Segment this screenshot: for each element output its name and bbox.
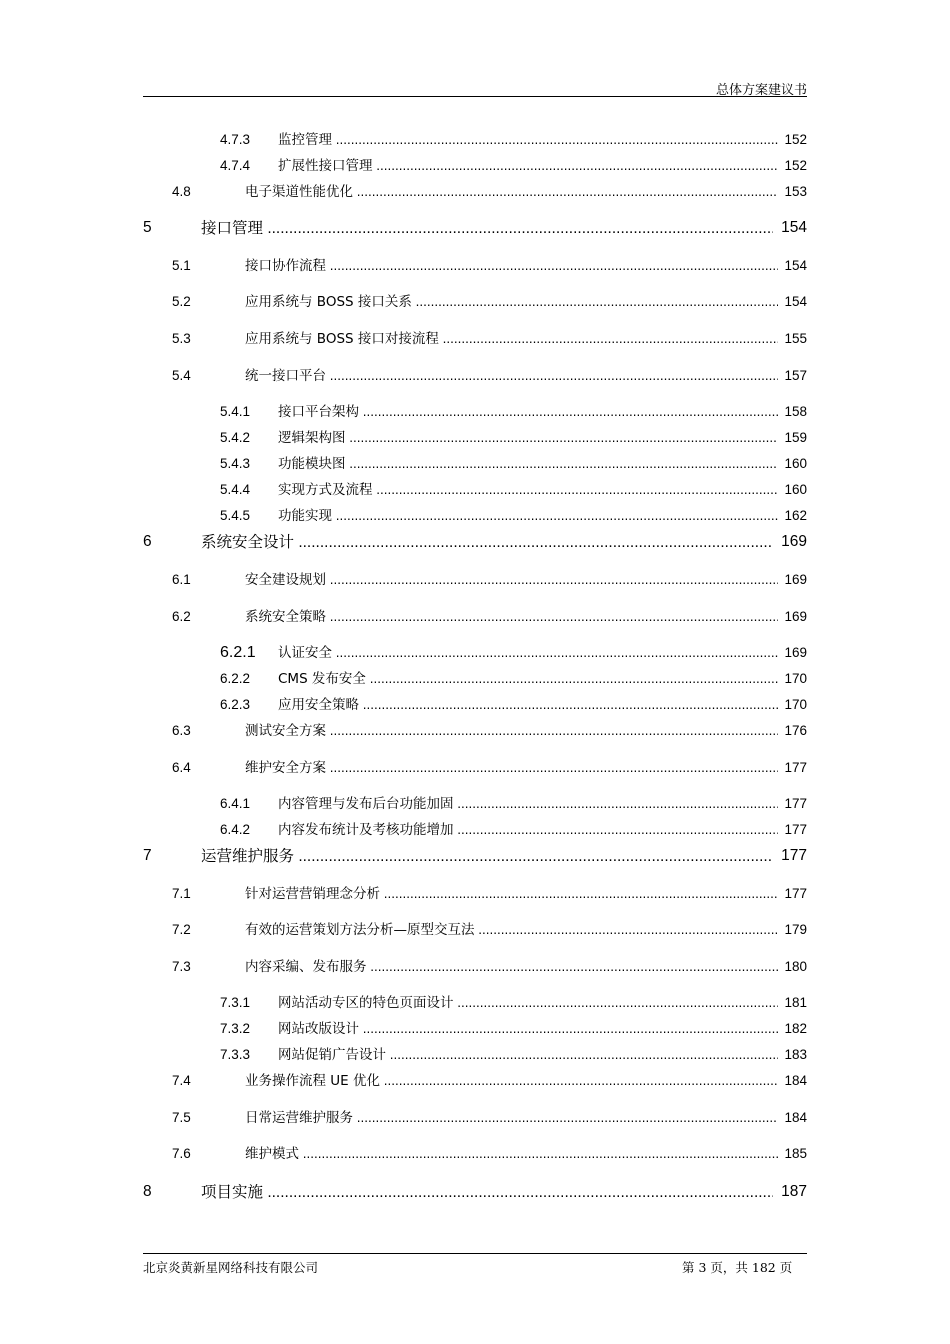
toc-entry-title: 内容发布统计及考核功能增加 ..... — [278, 818, 778, 842]
toc-entry-title: 应用系统与 BOSS 接口关系 ..... — [245, 290, 778, 314]
toc-entry-number: 4.7.3 — [220, 132, 251, 147]
toc-entry-title: 实现方式及流程 ..... — [278, 478, 778, 502]
toc-entry-number: 5.1 — [172, 258, 191, 273]
toc-entry-title: 功能实现 ..... — [278, 504, 778, 528]
toc-entry-number: 7.3.2 — [220, 1021, 251, 1036]
toc-entry[interactable] — [0, 426, 950, 450]
toc-entry[interactable] — [0, 327, 950, 351]
toc-entry-number: 4.8 — [172, 184, 191, 199]
toc-entry-page: 152 — [784, 158, 807, 173]
toc-entry-page: 169 — [784, 645, 807, 660]
toc-entry-title: 功能模块图 ..... — [278, 452, 778, 476]
toc-entry-title: 电子渠道性能优化 ..... — [245, 180, 778, 204]
toc-entry-number: 7.1 — [172, 886, 191, 901]
toc-entry-page: 177 — [784, 822, 807, 837]
toc-entry-page: 179 — [784, 922, 807, 937]
toc-entry-number: 5.2 — [172, 294, 191, 309]
toc-entry[interactable] — [0, 818, 950, 842]
toc-entry[interactable] — [0, 400, 950, 424]
toc-entry-number: 7.3 — [172, 959, 191, 974]
toc-entry-number: 7.3.1 — [220, 995, 251, 1010]
toc-entry[interactable] — [0, 605, 950, 629]
toc-entry-number: 6 — [143, 533, 152, 550]
toc-entry[interactable] — [0, 452, 950, 476]
toc-entry-page: 181 — [784, 995, 807, 1010]
toc-entry-page: 160 — [784, 456, 807, 471]
toc-entry-page: 158 — [784, 404, 807, 419]
toc-entry-number: 5 — [143, 219, 152, 236]
toc-entry-number: 5.3 — [172, 331, 191, 346]
toc-entry-page: 155 — [784, 331, 807, 346]
toc-entry[interactable] — [0, 1180, 950, 1204]
toc-entry[interactable] — [0, 530, 950, 554]
toc-entry-number: 5.4.4 — [220, 482, 251, 497]
toc-entry-page: 162 — [784, 508, 807, 523]
toc-entry-title: 系统安全设计 ..... — [201, 530, 773, 555]
toc-entry-title: 应用系统与 BOSS 接口对接流程 ..... — [245, 327, 778, 351]
toc-entry-title: 针对运营营销理念分析 ..... — [245, 882, 778, 906]
toc-entry-title: 日常运营维护服务 ..... — [245, 1106, 778, 1130]
toc-entry-title: 统一接口平台 ..... — [245, 364, 778, 388]
toc-entry-title: 测试安全方案 ..... — [245, 719, 778, 743]
toc-entry-number: 6.2.2 — [220, 671, 251, 686]
toc-entry-page: 160 — [784, 482, 807, 497]
toc-entry-page: 176 — [784, 723, 807, 738]
toc-entry-number: 7.6 — [172, 1146, 191, 1161]
toc-entry-title: 逻辑架构图 ..... — [278, 426, 778, 450]
toc-entry[interactable] — [0, 1106, 950, 1130]
toc-entry-number: 6.3 — [172, 723, 191, 738]
toc-entry[interactable] — [0, 792, 950, 816]
toc-entry[interactable] — [0, 756, 950, 780]
toc-entry-page: 154 — [784, 258, 807, 273]
toc-entry-page: 185 — [784, 1146, 807, 1161]
toc-entry-number: 5.4.5 — [220, 508, 251, 523]
toc-entry-number: 7 — [143, 847, 152, 864]
toc-entry[interactable] — [0, 667, 950, 691]
toc-entry-page: 177 — [781, 847, 807, 864]
toc-entry-number: 5.4.3 — [220, 456, 251, 471]
toc-entry-number: 7.3.3 — [220, 1047, 251, 1062]
toc-entry[interactable] — [0, 1017, 950, 1041]
toc-entry-title: 安全建设规划 ..... — [245, 568, 778, 592]
toc-entry-page: 170 — [784, 671, 807, 686]
toc-entry[interactable] — [0, 154, 950, 178]
toc-entry-number: 7.4 — [172, 1073, 191, 1088]
toc-entry-title: 运营维护服务 ..... — [201, 844, 773, 869]
toc-entry-number: 6.2 — [172, 609, 191, 624]
toc-entry-page: 177 — [784, 796, 807, 811]
toc-entry-title: 内容管理与发布后台功能加固 ..... — [278, 792, 778, 816]
toc-entry-page: 177 — [784, 760, 807, 775]
toc-entry-number: 8 — [143, 1183, 152, 1200]
toc-entry-title: 监控管理 ..... — [278, 128, 778, 152]
toc-entry-page: 184 — [784, 1110, 807, 1125]
toc-entry[interactable] — [0, 844, 950, 868]
toc-entry-title: 有效的运营策划方法分析—原型交互法 ..... — [245, 918, 778, 942]
toc-entry[interactable] — [0, 918, 950, 942]
toc-entry[interactable] — [0, 1069, 950, 1093]
toc-entry[interactable] — [0, 254, 950, 278]
toc-entry-number: 6.4.2 — [220, 822, 251, 837]
toc-entry[interactable] — [0, 955, 950, 979]
toc-entry[interactable] — [0, 290, 950, 314]
toc-entry-page: 187 — [781, 1183, 807, 1200]
toc-entry-title: 认证安全 ..... — [278, 641, 778, 665]
toc-entry-page: 159 — [784, 430, 807, 445]
toc-entry-title: 网站改版设计 ..... — [278, 1017, 778, 1041]
toc-entry-page: 182 — [784, 1021, 807, 1036]
toc-entry-number: 6.4.1 — [220, 796, 251, 811]
toc-entry[interactable] — [0, 719, 950, 743]
toc-entry-title: 接口协作流程 ..... — [245, 254, 778, 278]
toc-entry-page: 153 — [784, 184, 807, 199]
toc-entry-title: 维护模式 ..... — [245, 1142, 778, 1166]
toc-entry[interactable] — [0, 882, 950, 906]
toc-entry-title: 内容采编、发布服务 ..... — [245, 955, 778, 979]
toc-entry-page: 177 — [784, 886, 807, 901]
toc-entry-title: 接口管理 ..... — [201, 216, 773, 241]
toc-entry-number: 6.1 — [172, 572, 191, 587]
toc-entry-page: 180 — [784, 959, 807, 974]
toc-entry-page: 154 — [784, 294, 807, 309]
footer-rule — [143, 1253, 807, 1254]
toc-entry-page: 169 — [784, 572, 807, 587]
toc-entry-title: 网站促销广告设计 ..... — [278, 1043, 778, 1067]
toc-entry-page: 152 — [784, 132, 807, 147]
toc-entry-number: 4.7.4 — [220, 158, 251, 173]
toc-entry-page: 184 — [784, 1073, 807, 1088]
toc-entry[interactable] — [0, 364, 950, 388]
toc-entry-title: 网站活动专区的特色页面设计 ..... — [278, 991, 778, 1015]
toc-entry-title: 扩展性接口管理 ..... — [278, 154, 778, 178]
toc-entry-number: 7.5 — [172, 1110, 191, 1125]
header-rule — [143, 96, 807, 97]
toc-entry-number: 5.4 — [172, 368, 191, 383]
toc-entry[interactable] — [0, 693, 950, 717]
toc-entry[interactable] — [0, 180, 950, 204]
toc-entry-page: 183 — [784, 1047, 807, 1062]
toc-entry-number: 6.2.3 — [220, 697, 251, 712]
document-header-title: 总体方案建议书 — [715, 83, 807, 98]
toc-entry-number: 7.2 — [172, 922, 191, 937]
toc-entry-title: 接口平台架构 ..... — [278, 400, 778, 424]
toc-entry-page: 154 — [781, 219, 807, 236]
toc-entry-title: 业务操作流程 UE 优化 ..... — [245, 1069, 778, 1093]
toc-entry[interactable] — [0, 128, 950, 152]
footer-company: 北京炎黄新星网络科技有限公司 — [143, 1260, 319, 1275]
toc-entry-number: 5.4.1 — [220, 404, 251, 419]
toc-entry[interactable] — [0, 641, 950, 665]
toc-entry[interactable] — [0, 216, 950, 240]
toc-entry-number: 5.4.2 — [220, 430, 251, 445]
toc-entry[interactable] — [0, 1142, 950, 1166]
toc-entry-number: 6.4 — [172, 760, 191, 775]
toc-entry-title: CMS 发布安全 ..... — [278, 667, 778, 691]
toc-entry-title: 系统安全策略 ..... — [245, 605, 778, 629]
toc-entry-title: 应用安全策略 ..... — [278, 693, 778, 717]
toc-entry[interactable] — [0, 504, 950, 528]
toc-entry-page: 157 — [784, 368, 807, 383]
toc-entry-title: 维护安全方案 ..... — [245, 756, 778, 780]
toc-entry[interactable] — [0, 568, 950, 592]
toc-entry-number: 6.2.1 — [220, 644, 256, 661]
toc-entry-page: 169 — [784, 609, 807, 624]
toc-entry[interactable] — [0, 478, 950, 502]
toc-entry[interactable] — [0, 1043, 950, 1067]
footer-page-info: 第 3 页，共 182 页 — [682, 1260, 793, 1275]
toc-entry[interactable] — [0, 991, 950, 1015]
toc-entry-title: 项目实施 ..... — [201, 1180, 773, 1205]
toc-entry-page: 169 — [781, 533, 807, 550]
toc-entry-page: 170 — [784, 697, 807, 712]
